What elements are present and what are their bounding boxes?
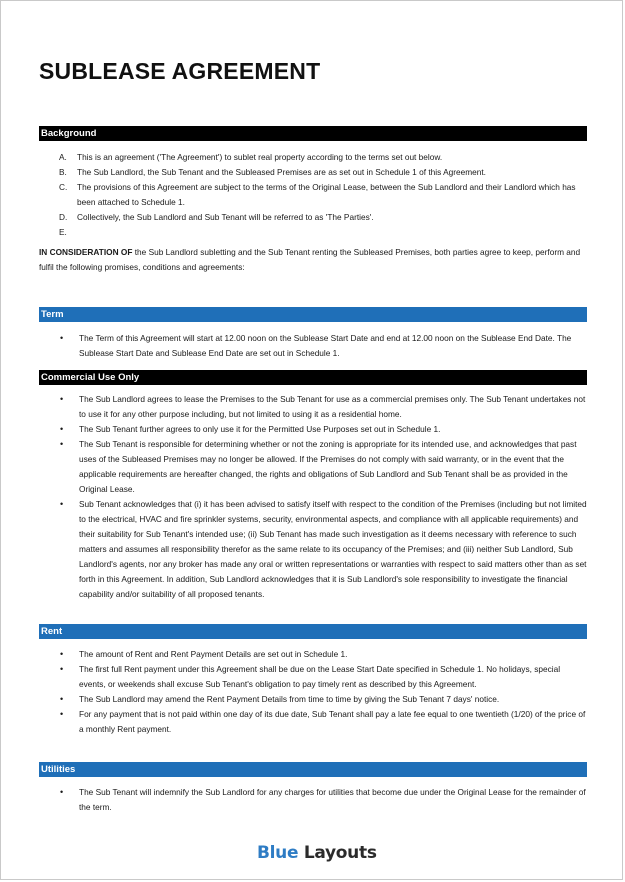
list-text: The provisions of this Agreement are subject to the terms of the Original Lease, between the Sub Landlord and their Landlord which has been attached to Schedule 1. <box>77 182 576 207</box>
blue-layouts-logo <box>257 843 377 863</box>
list-text: The Sub Tenant is responsible for determining whether or not the zoning is appropriate for its intended use, and acknowledges that past uses of the Subleased Premises may no longer be allowed. If the Premises do not comply with said warranty, or in the event that the applicable requirements are hereafter changed, the rights and obligations of Sub Landlord and Sub Tenant shall be as provided in the Original Lease. <box>79 439 577 494</box>
list-text: The Sub Landlord may amend the Rent Payment Details from time to time by giving the Sub Tenant 7 days' notice. <box>79 694 500 704</box>
list-item <box>39 437 587 497</box>
list-marker: C. <box>59 182 68 192</box>
list-text: For any payment that is not paid within one day of its due date, Sub Tenant shall pay a late fee equal to one twentieth (1/20) of the price of a monthly Rent payment. <box>79 709 586 734</box>
list-item <box>39 331 587 361</box>
list-item <box>39 707 587 737</box>
utilities-list-block <box>39 785 587 815</box>
consideration-lead: IN CONSIDERATION OF <box>39 247 133 257</box>
list-text: Sub Tenant acknowledges that (i) it has been advised to satisfy itself with respect to the condition of the Premises (including but not limited to the electrical, HVAC and fire sprinkler systems, security, environmental aspects, and compliance with all applicable requirements) and their suitability for Sub Tenant's intended use; (ii) Sub Tenant has made such investigation as it deems necessary with reference to such matters and assumes all responsibility therefor as the same relate to its occupancy of the Premises; and (iii) neither Sub Landlord, Sub Landlord's agents, nor any broker has made any oral or written representations or warranties with respect to said matters other than as set forth in this Agreement. In addition, Sub Landlord acknowledges that it is Sub Landlord's sole responsibility to investigate the financial capability and/or suitability of all proposed tenants. <box>79 499 587 599</box>
list-item <box>39 225 587 240</box>
bullet-icon: • <box>60 709 64 719</box>
list-item <box>39 180 587 210</box>
consideration-paragraph <box>39 245 587 275</box>
list-item <box>39 422 587 437</box>
list-text: This is an agreement ('The Agreement') to sublet real property according to the terms set out below. <box>77 152 443 162</box>
section-heading-term: Term <box>39 307 587 322</box>
commercial-list <box>39 392 587 602</box>
list-item <box>39 210 587 225</box>
rent-list-block <box>39 647 587 737</box>
bullet-icon: • <box>60 439 64 449</box>
list-marker: B. <box>59 167 67 177</box>
logo-part-layouts: Layouts <box>303 843 377 863</box>
list-item <box>39 785 587 815</box>
bullet-icon: • <box>60 394 64 404</box>
section-heading-background: Background <box>39 126 587 141</box>
bullet-icon: • <box>60 424 64 434</box>
bullet-icon: • <box>60 649 64 659</box>
list-item <box>39 647 587 662</box>
list-item <box>39 497 587 602</box>
background-list <box>39 150 587 240</box>
section-heading-commercial: Commercial Use Only <box>39 370 587 385</box>
list-text: The first full Rent payment under this Agreement shall be due on the Lease Start Date specified in Schedule 1. No holidays, special events, or weekends shall excuse Sub Tenant's obligation to pay timely rent as described by this Agreement. <box>79 664 561 689</box>
list-text: The Term of this Agreement will start at 12.00 noon on the Sublease Start Date and end at 12.00 noon on the Sublease End Date. The Sublease Start Date and Sublease End Date are set out in Schedule 1. <box>79 333 572 358</box>
list-text: Collectively, the Sub Landlord and Sub Tenant will be referred to as 'The Parties'. <box>77 212 374 222</box>
background-list-block <box>39 150 587 240</box>
list-item <box>39 150 587 165</box>
list-text: The Sub Tenant further agrees to only use it for the Permitted Use Purposes set out in Schedule 1. <box>79 424 441 434</box>
bullet-icon: • <box>60 499 64 509</box>
term-list-block <box>39 331 587 361</box>
list-text: The Sub Landlord, the Sub Tenant and the Subleased Premises are as set out in Schedule 1 of this Agreement. <box>77 167 486 177</box>
list-marker: D. <box>59 212 68 222</box>
bullet-icon: • <box>60 664 64 674</box>
logo-part-blue: Blue <box>257 843 299 863</box>
term-list <box>39 331 587 361</box>
section-heading-utilities: Utilities <box>39 762 587 777</box>
document-title: SUBLEASE AGREEMENT <box>39 58 321 84</box>
list-item <box>39 692 587 707</box>
list-marker: A. <box>59 152 67 162</box>
bullet-icon: • <box>60 333 64 343</box>
utilities-list <box>39 785 587 815</box>
bullet-icon: • <box>60 787 64 797</box>
consideration-text: the Sub Landlord subletting and the Sub Tenant renting the Subleased Premises, both parties agree to keep, perform and fulfil the following promises, conditions and agreements: <box>39 247 581 272</box>
list-text: The Sub Landlord agrees to lease the Premises to the Sub Tenant for use as a commercial premises only. The Sub Tenant undertakes not to use it for any other purpose including, but not limited to using it as a residential home. <box>79 394 586 419</box>
list-item <box>39 392 587 422</box>
commercial-list-block <box>39 392 587 602</box>
bullet-icon: • <box>60 694 64 704</box>
list-item <box>39 165 587 180</box>
list-text: The amount of Rent and Rent Payment Details are set out in Schedule 1. <box>79 649 348 659</box>
section-heading-rent: Rent <box>39 624 587 639</box>
list-text: The Sub Tenant will indemnify the Sub Landlord for any charges for utilities that become due under the Original Lease for the remainder of the term. <box>79 787 586 812</box>
rent-list <box>39 647 587 737</box>
list-marker: E. <box>59 227 67 237</box>
list-item <box>39 662 587 692</box>
